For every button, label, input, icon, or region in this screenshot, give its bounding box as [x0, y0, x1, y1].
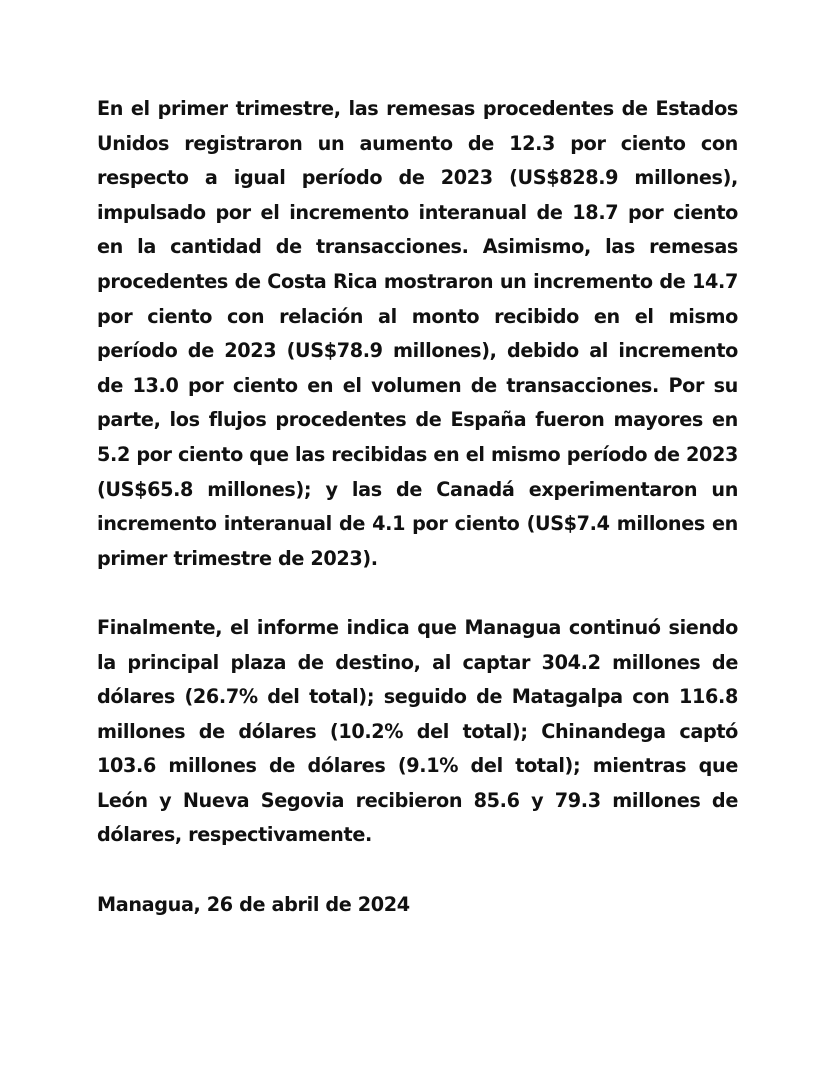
paragraph-remittances-by-country: En el primer trimestre, las remesas procedentes de Estados Unidos registraron un aumento de 12.3 por ciento con respecto a igual período de 2023 (US$828.9 millones), impulsado por el incremento interanual de 18.7 por ciento en la cantidad de transacciones. Asimismo, las remesas procedentes de Costa Rica mostraron un incremento de 14.7 por ciento con relación al monto recibido en el mismo período de 2023 (US$78.9 millones), debido al incremento de 13.0 por ciento en el volumen de transacciones. Por su parte, los flujos procedentes de España fueron mayores en 5.2 por ciento que las recibidas en el mismo período de 2023 (US$65.8 millones); y las de Canadá experimentaron un incremento interanual de 4.1 por ciento (US$7.4 millones en primer trimestre de 2023).: [97, 97, 738, 570]
dateline: Managua, 26 de abril de 2024: [97, 892, 410, 916]
paragraph-remittances-by-destination: Finalmente, el informe indica que Managua continuó siendo la principal plaza de destino, al captar 304.2 millones de dólares (26.7% del total); seguido de Matagalpa con 116.8 millones de dólares (10.2% del total); Chinandega captó 103.6 millones de dólares (9.1% del total); mientras que León y Nueva Segovia recibieron 85.6 y 79.3 millones de dólares, respectivamente.: [97, 615, 738, 847]
document-page: [97, 92, 738, 922]
